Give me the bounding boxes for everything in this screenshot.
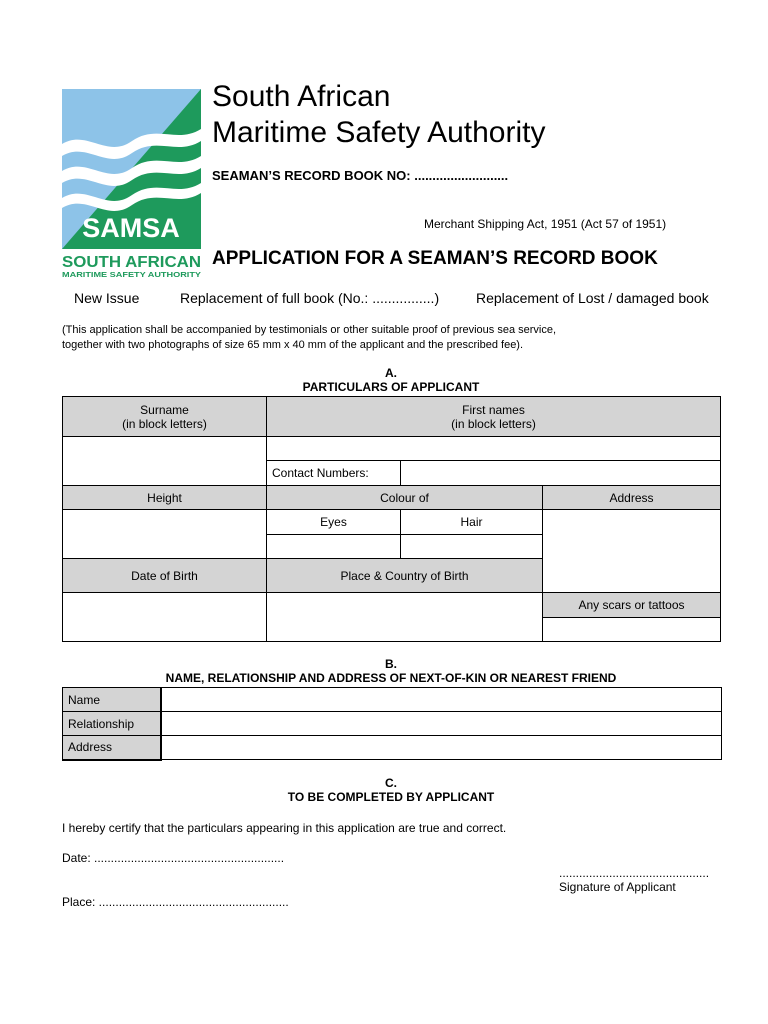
- note-line2: together with two photographs of size 65 mm x 40 mm of the applicant and the prescribed fee).: [62, 339, 524, 351]
- surname-field[interactable]: [63, 437, 267, 486]
- option-label: Replacement of Lost / damaged book: [476, 290, 709, 306]
- hair-field[interactable]: [401, 535, 543, 559]
- surname-sub-label: (in block letters): [122, 416, 207, 431]
- option-label: Replacement of full book (No.: ................): [180, 290, 440, 306]
- section-c-title: TO BE COMPLETED BY APPLICANT: [287, 790, 495, 804]
- kin-address-label: Address: [63, 736, 161, 760]
- samsa-logo: [62, 89, 201, 278]
- section-a-title: PARTICULARS OF APPLICANT: [302, 380, 480, 394]
- first-names-field[interactable]: [267, 437, 721, 461]
- first-names-label: First names: [462, 402, 525, 417]
- height-header: Height: [63, 486, 267, 510]
- height-field[interactable]: [63, 510, 267, 559]
- signature-line[interactable]: .............................................: [559, 866, 710, 880]
- colour-of-header: Colour of: [267, 486, 543, 510]
- logo-sub-line2: MARITIME SAFETY AUTHORITY: [62, 270, 201, 278]
- date-line[interactable]: Date: .........................................................: [62, 851, 285, 865]
- act-reference: Merchant Shipping Act, 1951 (Act 57 of 1951): [424, 217, 667, 231]
- kin-address-field[interactable]: [161, 736, 722, 760]
- place-country-birth-header: Place & Country of Birth: [267, 559, 543, 593]
- logo-sub-line1: SOUTH AFRICAN: [62, 254, 201, 271]
- option-replacement-lost[interactable]: [476, 290, 709, 306]
- eyes-field[interactable]: [267, 535, 401, 559]
- place-country-birth-field[interactable]: [267, 593, 543, 642]
- section-b-heading: [62, 657, 720, 685]
- section-c-heading: [62, 776, 720, 804]
- option-replacement-full[interactable]: [180, 290, 439, 306]
- first-names-sub-label: (in block letters): [451, 416, 536, 431]
- next-of-kin-table: [62, 687, 722, 761]
- signature-label: Signature of Applicant: [559, 880, 676, 894]
- section-b-letter: B.: [385, 657, 397, 671]
- application-title: APPLICATION FOR A SEAMAN’S RECORD BOOK: [212, 248, 658, 269]
- place-line[interactable]: Place: .........................................................: [62, 895, 289, 909]
- contact-numbers-field[interactable]: [401, 461, 721, 486]
- kin-relationship-label: Relationship: [63, 712, 161, 736]
- note-line1: (This application shall be accompanied by testimonials or other suitable proof of previous sea service,: [62, 324, 557, 336]
- address-field[interactable]: [543, 510, 721, 593]
- section-a-heading: [62, 366, 720, 394]
- first-names-header: [267, 397, 721, 437]
- hair-label: Hair: [401, 510, 543, 535]
- section-a-letter: A.: [385, 366, 397, 380]
- eyes-label: Eyes: [267, 510, 401, 535]
- certification-text: I hereby certify that the particulars appearing in this application are true and correct.: [62, 821, 507, 835]
- org-name-line2: Maritime Safety Authority: [212, 116, 546, 149]
- applicant-particulars-table: [62, 396, 721, 642]
- contact-numbers-label: Contact Numbers:: [267, 461, 401, 486]
- record-book-number: SEAMAN’S RECORD BOOK NO: ..........................: [212, 168, 509, 183]
- option-new-issue[interactable]: [74, 290, 139, 306]
- surname-label: Surname: [140, 402, 189, 417]
- section-c-letter: C.: [385, 776, 397, 790]
- logo-brand-text: SAMSA: [82, 213, 180, 243]
- scars-tattoos-header: Any scars or tattoos: [543, 593, 721, 618]
- kin-name-field[interactable]: [161, 688, 722, 712]
- kin-relationship-field[interactable]: [161, 712, 722, 736]
- section-b-title: NAME, RELATIONSHIP AND ADDRESS OF NEXT-OF-KIN OR NEAREST FRIEND: [165, 671, 617, 685]
- date-of-birth-header: Date of Birth: [63, 559, 267, 593]
- scars-tattoos-field[interactable]: [543, 618, 721, 642]
- surname-header: [63, 397, 267, 437]
- kin-name-label: Name: [63, 688, 161, 712]
- date-of-birth-field[interactable]: [63, 593, 267, 642]
- option-label: New Issue: [74, 290, 140, 306]
- note-text: [62, 323, 556, 353]
- address-header: Address: [543, 486, 721, 510]
- org-name-line1: South African: [212, 80, 391, 113]
